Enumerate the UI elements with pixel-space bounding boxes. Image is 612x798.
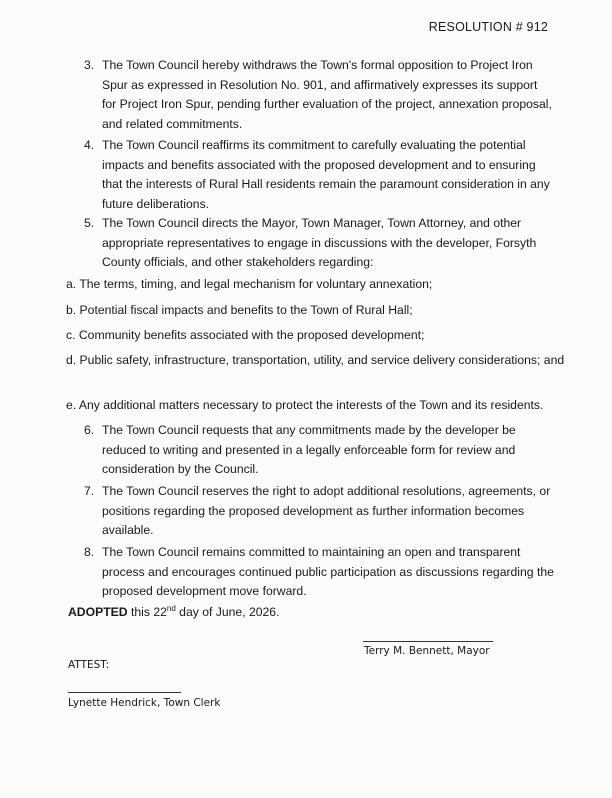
clause-text: The Town Council directs the Mayor, Town Manager, Town Attorney, and other appropriate representatives to engage in discussions with the developer, Forsyth County officials, and other stakeholders regarding: [102,216,537,269]
mayor-name: Terry M. Bennett, Mayor [364,645,490,657]
adopted-date-pre: this 22 [127,605,167,619]
adopted-statement [68,603,279,621]
subclause-e: e. Any additional matters necessary to protect the interests of the Town and its residents. [66,398,544,412]
clause-number: 6. [84,423,95,437]
subclause-b: b. Potential fiscal impacts and benefits to the Town of Rural Hall; [66,303,413,317]
clause-number: 8. [84,545,95,559]
subclause-a: a. The terms, timing, and legal mechanism for voluntary annexation; [66,277,433,291]
clause-text: The Town Council hereby withdraws the Town's formal opposition to Project Iron Spur as expressed in Resolution No. 901, and affirmatively expresses its support for Project Iron Spur, pending further evaluation of the project, annexation proposal, and related commitments. [102,58,552,131]
subclause-d: d. Public safety, infrastructure, transportation, utility, and service delivery considerations; and [66,353,565,367]
adopted-date-suffix: nd [166,603,176,613]
clause-text: The Town Council reaffirms its commitment to carefully evaluating the potential impacts and benefits associated with the proposed development and to ensuring that the interests of Rural Hall residents remain the paramount consideration in any future deliberations. [102,138,550,211]
clause-text: The Town Council remains committed to maintaining an open and transparent process and encourages continued public participation as discussions regarding the proposed development move forward. [102,545,554,598]
clause-number: 4. [84,138,95,152]
clause-text: The Town Council requests that any commitments made by the developer be reduced to writing and presented in a legally enforceable form for review and consideration by the Council. [102,423,516,476]
attest-label: ATTEST: [68,659,110,671]
clause-number: 7. [84,484,95,498]
adopted-date-post: day of June, 2026. [175,605,280,619]
subclause-c: c. Community benefits associated with the proposed development; [66,328,425,342]
clause-number: 5. [84,216,95,230]
adopted-label: ADOPTED [68,605,128,619]
clause-text: The Town Council reserves the right to adopt additional resolutions, agreements, or positions regarding the proposed development as further information becomes available. [102,484,551,537]
mayor-signature-line [363,641,493,642]
resolution-number: RESOLUTION # 912 [428,20,548,34]
clause-number: 3. [84,58,95,72]
clerk-signature-line [68,692,181,693]
clerk-name: Lynette Hendrick, Town Clerk [68,697,221,709]
